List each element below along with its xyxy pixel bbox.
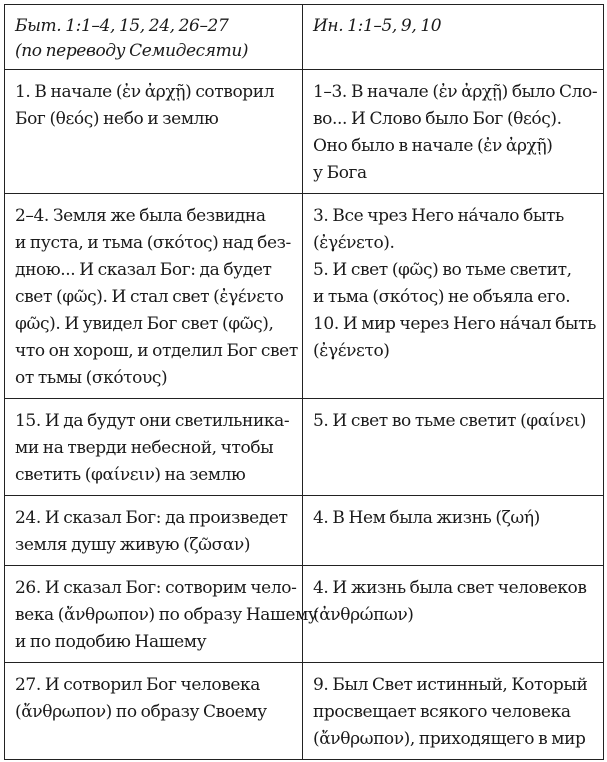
verse-line: века (ἄνθρωπον) по образу Нашему [15, 605, 318, 625]
table-row [5, 194, 604, 399]
verse-line: 5. И свет во тьме светит (φαίνει) [313, 411, 586, 431]
verse-line: 9. Был Свет истинный, Который [313, 675, 588, 695]
genesis-cell [5, 496, 303, 566]
verse-line: (ἄνθρωπον), приходящего в мир [313, 729, 586, 749]
header-genesis-title: Быт. 1:1–4, 15, 24, 26–27 [15, 16, 229, 36]
table-row [5, 70, 604, 194]
table-row [5, 496, 604, 566]
verse-line: Бог (θεός) небо и землю [15, 109, 219, 129]
genesis-cell [5, 399, 303, 496]
header-john [303, 5, 604, 70]
verse-line: (ἐγένετο). [313, 233, 395, 253]
verse-line: ми на тверди небесной, чтобы [15, 438, 274, 458]
verse-line: 10. И мир через Него на́чал быть [313, 314, 596, 334]
verse-line: свет (φῶς). И стал свет (ἐγένετο [15, 287, 284, 307]
verse-line: дною... И сказал Бог: да будет [15, 260, 272, 280]
verse-line: от тьмы (σκότους) [15, 368, 168, 388]
header-genesis [5, 5, 303, 70]
verse-line: 26. И сказал Бог: сотворим чело- [15, 578, 297, 598]
table-row [5, 399, 604, 496]
verse-line: 4. И жизнь была свет человеков [313, 578, 587, 598]
verse-line: и по подобию Нашему [15, 632, 207, 652]
verse-line: просвещает всякого человека [313, 702, 571, 722]
verse-line: у Бога [313, 163, 367, 183]
john-cell [303, 496, 604, 566]
verse-line: 2–4. Земля же была безвидна [15, 206, 266, 226]
verse-line: 1. В начале (ἐν ἀρχῇ) сотворил [15, 82, 275, 102]
genesis-cell [5, 194, 303, 399]
verse-line: Оно было в начале (ἐν ἀρχῇ) [313, 136, 553, 156]
verse-line: что он хорош, и отделил Бог свет [15, 341, 298, 361]
verse-line: φῶς). И увидел Бог свет (φῶς), [15, 314, 274, 334]
verse-line: во... И Слово было Бог (θεός). [313, 109, 562, 129]
verse-line: 27. И сотворил Бог человека [15, 675, 261, 695]
genesis-cell [5, 663, 303, 760]
genesis-cell [5, 70, 303, 194]
comparison-table [4, 4, 604, 760]
verse-line: (ἄνθρωπον) по образу Своему [15, 702, 267, 722]
john-cell [303, 70, 604, 194]
verse-line: светить (φαίνειν) на землю [15, 465, 246, 485]
verse-line: и тьма (σκότος) не объяла его. [313, 287, 571, 307]
john-cell [303, 663, 604, 760]
verse-line: 24. И сказал Бог: да произведет [15, 508, 288, 528]
verse-line: (ἀνθρώπων) [313, 605, 414, 625]
verse-line: 15. И да будут они светильника- [15, 411, 290, 431]
table-row [5, 566, 604, 663]
verse-line: земля душу живую (ζῶσαν) [15, 535, 251, 555]
john-cell [303, 566, 604, 663]
header-john-title: Ин. 1:1–5, 9, 10 [313, 16, 442, 36]
verse-line: 5. И свет (φῶς) во тьме светит, [313, 260, 572, 280]
verse-line: 4. В Нем была жизнь (ζωή) [313, 508, 540, 528]
john-cell [303, 194, 604, 399]
verse-line: 1–3. В начале (ἐν ἀρχῇ) было Сло- [313, 82, 598, 102]
header-genesis-subtitle: (по переводу Семидесяти) [15, 41, 249, 61]
genesis-cell [5, 566, 318, 663]
verse-line: и пуста, и тьма (σκότος) над без- [15, 233, 291, 253]
header-row [5, 5, 604, 70]
john-cell [303, 399, 604, 496]
table-row [5, 663, 604, 760]
verse-line: (ἐγένετο) [313, 341, 390, 361]
verse-line: 3. Все чрез Него на́чало быть [313, 206, 564, 226]
